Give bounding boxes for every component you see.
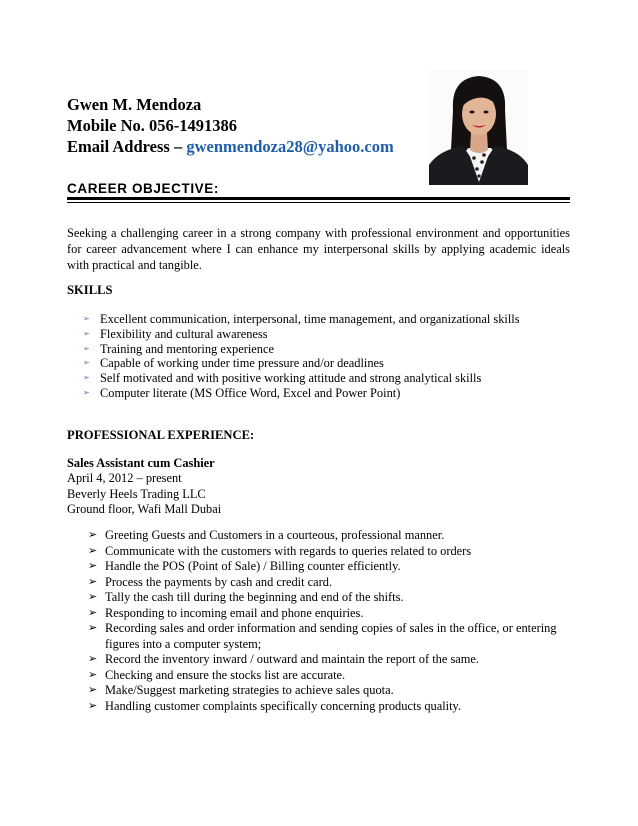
arrow-bullet-icon: ➢: [88, 668, 98, 681]
job-location: Ground floor, Wafi Mall Dubai: [67, 501, 222, 516]
job-details: [67, 456, 221, 517]
career-objective-text: Seeking a challenging career in a strong company with professional environment and opportunities for career advancement where I can enhance my interpersonal skills by applying academic ideals with practical and tangible.: [67, 226, 570, 272]
person-photo-icon: [429, 70, 528, 185]
list-item: ➢ Capable of working under time pressure and/or deadlines: [83, 356, 384, 371]
arrow-bullet-icon: ➢: [88, 560, 98, 572]
arrow-bullet-icon: ➢: [83, 387, 90, 397]
arrow-bullet-icon: ➢: [88, 622, 98, 634]
list-item: ➢ Handling customer complaints specifically concerning products quality.: [88, 698, 462, 713]
contact-header: [67, 94, 394, 157]
list-item: ➢ Greeting Guests and Customers in a courteous, professional manner.: [88, 528, 445, 542]
arrow-bullet-icon: ➢: [88, 544, 98, 557]
list-item: ➢ Computer literate (MS Office Word, Excel and Power Point): [83, 385, 401, 400]
list-item: ➢ Self motivated and with positive working attitude and strong analytical skills: [83, 371, 482, 386]
arrow-bullet-icon: ➢: [83, 328, 90, 338]
list-item: ➢ Communicate with the customers with regards to queries related to orders: [88, 543, 472, 558]
email-label: Email Address –: [67, 137, 187, 156]
skills-heading: SKILLS: [67, 283, 113, 297]
section-divider: [67, 197, 570, 200]
list-item: ➢ Recording sales and order information and sending copies of sales in the office, or entering figures into a computer system;: [88, 621, 557, 651]
arrow-bullet-icon: ➢: [88, 575, 98, 588]
list-item: ➢ Training and mentoring experience: [83, 341, 274, 356]
profile-photo: [429, 70, 528, 185]
career-objective-heading: CAREER OBJECTIVE:: [67, 181, 219, 196]
list-item: ➢ Flexibility and cultural awareness: [83, 326, 268, 341]
list-item: ➢ Handle the POS (Point of Sale) / Billing counter efficiently.: [88, 559, 401, 573]
list-item: ➢ Excellent communication, interpersonal, time management, and organizational skills: [83, 312, 520, 326]
arrow-bullet-icon: ➢: [83, 314, 90, 323]
list-item: ➢ Make/Suggest marketing strategies to achieve sales quota.: [88, 683, 394, 697]
candidate-name: Gwen M. Mendoza: [67, 95, 202, 114]
arrow-bullet-icon: ➢: [88, 529, 98, 541]
email-address[interactable]: gwenmendoza28@yahoo.com: [186, 137, 394, 156]
email-line: [67, 136, 394, 157]
arrow-bullet-icon: ➢: [88, 606, 98, 619]
list-item: ➢ Tally the cash till during the beginning and end of the shifts.: [88, 590, 404, 604]
arrow-bullet-icon: ➢: [88, 684, 98, 696]
list-item: ➢ Record the inventory inward / outward and maintain the report of the same.: [88, 652, 480, 666]
experience-heading: PROFESSIONAL EXPERIENCE:: [67, 428, 255, 442]
list-item: ➢ Process the payments by cash and credit card.: [88, 574, 333, 589]
mobile-number: Mobile No. 056-1491386: [67, 116, 238, 135]
job-dates: April 4, 2012 – present: [67, 471, 182, 486]
arrow-bullet-icon: ➢: [88, 653, 98, 665]
list-item: ➢ Responding to incoming email and phone enquiries.: [88, 605, 364, 620]
arrow-bullet-icon: ➢: [83, 373, 90, 383]
list-item: ➢ Checking and ensure the stocks list are accurate.: [88, 667, 346, 682]
job-title: Sales Assistant cum Cashier: [67, 456, 215, 470]
company-name: Beverly Heels Trading LLC: [67, 486, 206, 501]
arrow-bullet-icon: ➢: [88, 591, 98, 603]
arrow-bullet-icon: ➢: [83, 358, 90, 368]
arrow-bullet-icon: ➢: [83, 343, 90, 353]
section-divider-thin: [67, 202, 570, 203]
skills-list: [83, 312, 563, 401]
duties-list: [88, 528, 568, 714]
arrow-bullet-icon: ➢: [88, 699, 98, 712]
